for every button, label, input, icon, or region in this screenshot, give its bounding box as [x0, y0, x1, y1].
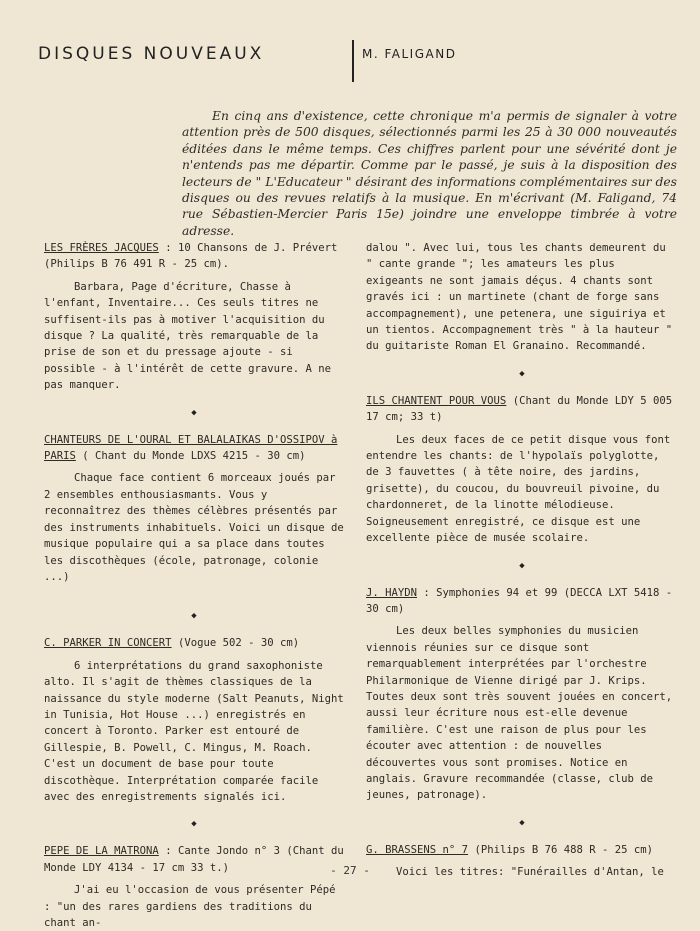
intro-text: En cinq ans d'existence, cette chronique m'a permis de signaler à votre attention près de 500 disques, sélectionnés parmi les 25 à 30 000 nouveautés éditées dans le même temps. Ces chiffres parlent pour une sévérité dont je n'entends pas me départir. Comme par le passé, je suis à la disposition des lecteurs de " L'Educateur " désirant des informations complémentaires sur des disques ou des revues relatifs à la musique. En m'écrivant (M. Faligand, 74 rue Sébastien-Mercier Paris 15e) joindre une enveloppe timbrée à votre adresse. [182, 109, 677, 238]
review-heading [366, 842, 678, 858]
review-reference: : Symphonies 94 et 99 (DECCA LXT 5418 - 30 cm) [366, 586, 673, 615]
review-entry [366, 585, 678, 804]
review-body: 6 interprétations du grand saxophoniste alto. Il s'agit de thèmes classiques de la naissance du style moderne (Salt Peanuts, Night in Tunisia, Hot House ...) enregistrés en concert à Toronto. Parker est entouré de Gillespie, B. Powell, C. Mingus, M. Roach. C'est un document de base pour toute discothèque. Interprétation comparée facile avec des enregistrements signalés ici. [44, 659, 344, 803]
review-body: Voici les titres: "Funérailles d'Antan, le [396, 866, 664, 879]
review-body: Les deux faces de ce petit disque vous font entendre les chants: de l'hypolaïs polyglotte, de 3 fauvettes ( à tête noire, des jardins, grisette), du coucou, du bouvreuil pivoine, du chardonneret, de la linotte mélodieuse. Soigneusement enregistré, ce disque est une excellente pièce de musée scolaire. [366, 433, 671, 545]
review-title: PEPE DE LA MATRONA [44, 845, 159, 858]
left-column [44, 240, 344, 931]
review-entry [44, 432, 344, 586]
author-name: M. FALIGAND [362, 47, 457, 61]
review-reference: ( Chant du Monde LDXS 4215 - 30 cm) [75, 450, 306, 463]
right-column [366, 240, 678, 881]
review-body: Chaque face contient 6 morceaux joués par 2 ensembles enthousiasmants. Vous y reconnaîtrez des thèmes célèbres présentés par des instruments inhabituels. Voici un disque de musique populaire qui a sa place dans toutes les discothèques (école, patronage, colonie ...) [44, 472, 344, 583]
review-entry [44, 240, 344, 394]
diamond-separator-icon: ◆ [191, 611, 197, 622]
review-heading [366, 585, 678, 618]
review-body: J'ai eu l'occasion de vous présenter Pépé : "un des rares gardiens des traditions du chant an- [44, 884, 336, 929]
review-reference: : Cante Jondo n° 3 (Chant du Monde LDY 4134 - 17 cm 33 t.) [44, 845, 344, 874]
diamond-separator-icon: ◆ [191, 819, 197, 830]
review-reference: : 10 Chansons de J. Prévert (Philips B 76 491 R - 25 cm). [44, 242, 338, 271]
review-heading [366, 393, 678, 426]
review-title: LES FRÈRES JACQUES [44, 242, 159, 254]
continued-text: dalou ". Avec lui, tous les chants demeurent du " cante grande "; les amateurs les plus exigeants ne sont jamais déçus. 4 chants sont gravés ici : un martinete (chant de forge sans accompagnement), une petenera, une siguiriya et un tientos. Accompagnement très " à la hauteur " du guitariste Roman El Granaino. Recommandé. [366, 242, 673, 353]
review-heading [44, 240, 344, 273]
review-title: G. BRASSENS n° 7 [366, 843, 469, 856]
intro-paragraph [182, 108, 677, 239]
review-title: CHANTEURS DE L'OURAL ET BALALAIKAS D'OSSIPOV à PARIS [44, 433, 338, 463]
page-number: - 27 - [330, 864, 370, 877]
diamond-separator-icon: ◆ [519, 368, 525, 379]
diamond-separator-icon: ◆ [519, 817, 525, 828]
review-reference: (Chant du Monde LDY 5 005 17 cm; 33 t) [366, 394, 673, 424]
review-body: Les deux belles symphonies du musicien viennois réunies sur ce disque sont remarquablement interprétées par l'orchestre Philarmonique de Vienne dirigé par J. Krips. Toutes deux sont très souvent jouées en concert, aussi leur écriture nous est-elle devenue familière. C'est une raison de plus pour les écouter avec attention : de nouvelles découvertes vous sont promises. Notice en anglais. Gravure recommandée (classe, club de jeunes, patronage). [366, 625, 673, 802]
review-reference: (Philips B 76 488 R - 25 cm) [468, 843, 654, 856]
diamond-separator-icon: ◆ [191, 407, 197, 418]
review-title: J. HAYDN [366, 586, 418, 599]
page-title: DISQUES NOUVEAUX [38, 44, 265, 64]
review-entry [44, 635, 344, 805]
review-entry [44, 843, 344, 931]
review-reference: (Vogue 502 - 30 cm) [171, 637, 300, 650]
review-title: C. PARKER IN CONCERT [44, 637, 172, 650]
title-divider [352, 40, 354, 82]
review-body: Barbara, Page d'écriture, Chasse à l'enfant, Inventaire... Ces seuls titres ne suffisent-ils pas à motiver l'acquisition du disque ? La qualité, très remarquable de la prise de son et du pressage ajoute - si possible - à l'intérêt de cette gravure. A ne pas manquer. [44, 280, 332, 392]
review-heading [44, 432, 344, 465]
review-title: ILS CHANTENT POUR VOUS [366, 394, 507, 407]
review-entry [366, 393, 678, 547]
review-heading [44, 635, 344, 651]
diamond-separator-icon: ◆ [519, 560, 525, 571]
